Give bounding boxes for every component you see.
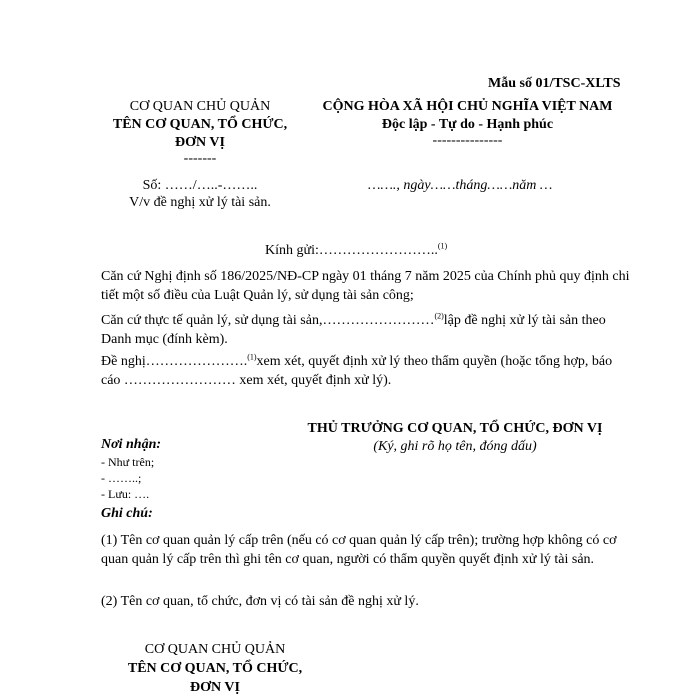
country-name: CỘNG HÒA XÃ HỘI CHỦ NGHĨA VIỆT NAM xyxy=(322,99,613,114)
recipient-line xyxy=(265,243,447,259)
notes-title: Ghi chú: xyxy=(101,506,153,521)
left-header xyxy=(95,98,305,166)
agency-name-line2: ĐƠN VỊ xyxy=(175,135,225,150)
national-motto: Độc lập - Tự do - Hạnh phúc xyxy=(381,117,554,132)
recipients-item: - Lưu: …. xyxy=(101,487,150,501)
document-number: Số: ……/…..-…….. xyxy=(142,178,258,193)
agency-name-line1: TÊN CƠ QUAN, TỔ CHỨC, xyxy=(112,117,288,132)
recipient-text: Kính gửi:…………………….. xyxy=(265,243,438,258)
basis-text-a: Căn cứ thực tế quản lý, sử dụng tài sản,…………………… xyxy=(101,313,435,328)
basis-note-ref: (2) xyxy=(434,311,444,321)
signature-instruction: (Ký, ghi rõ họ tên, đóng dấu) xyxy=(373,439,537,454)
date-line: ……., ngày……tháng……năm … xyxy=(368,178,553,193)
note-2 xyxy=(101,592,631,611)
legal-basis-text: Căn cứ Nghị định số 186/2025/NĐ-CP ngày 01 tháng 7 năm 2025 của Chính phủ quy định chi tiết một số điều của Luật Quản lý, sử dụng tài sản công; xyxy=(101,269,630,303)
recipients-title: Nơi nhận: xyxy=(101,437,162,452)
footer-header xyxy=(110,640,320,697)
footer-parent-agency: CƠ QUAN CHỦ QUẢN xyxy=(144,642,286,657)
body-paragraph-1 xyxy=(101,267,631,305)
note-1 xyxy=(101,531,631,569)
request-note-ref: (1) xyxy=(247,352,257,362)
signature-block xyxy=(285,420,625,456)
right-header xyxy=(305,98,630,148)
request-text-b: xem xét, quyết định xử lý theo thẩm quyền (hoặc tổng hợp, báo cáo …………………… xem xét, quyết định xử lý). xyxy=(101,354,613,388)
footer-agency-name-line1: TÊN CƠ QUAN, TỔ CHỨC, xyxy=(127,661,303,676)
note-2-text: (2) Tên cơ quan, tổ chức, đơn vị có tài sản đề nghị xử lý. xyxy=(101,594,419,609)
header-rule-left: ------- xyxy=(183,151,217,166)
note-1-text: (1) Tên cơ quan quản lý cấp trên (nếu có cơ quan quản lý cấp trên); trường hợp không có cơ quan quản lý cấp trên thì ghi tên cơ quan, người có thẩm quyền quyết định xử lý tài sản. xyxy=(101,533,617,567)
recipients-item: - Như trên; xyxy=(101,455,155,469)
form-number: Mẫu số 01/TSC-XLTS xyxy=(488,76,621,91)
footer-agency-name-line2: ĐƠN VỊ xyxy=(190,680,240,695)
request-text-a: Đề nghị…………………. xyxy=(101,354,248,369)
basis-text-b: lập đề nghị xử lý tài sản theo Danh mục (đính kèm). xyxy=(101,313,606,347)
body-paragraph-3 xyxy=(101,352,631,390)
recipients-item: - ……..; xyxy=(101,471,142,485)
header-rule-right: --------------- xyxy=(432,133,503,148)
recipients-block xyxy=(101,436,161,502)
recipient-note-ref: (1) xyxy=(437,241,448,251)
parent-agency: CƠ QUAN CHỦ QUẢN xyxy=(129,99,271,114)
signatory-title: THỦ TRƯỞNG CƠ QUAN, TỔ CHỨC, ĐƠN VỊ xyxy=(307,421,603,436)
document-subject: V/v đề nghị xử lý tài sản. xyxy=(129,195,271,210)
body-paragraph-2 xyxy=(101,311,631,349)
